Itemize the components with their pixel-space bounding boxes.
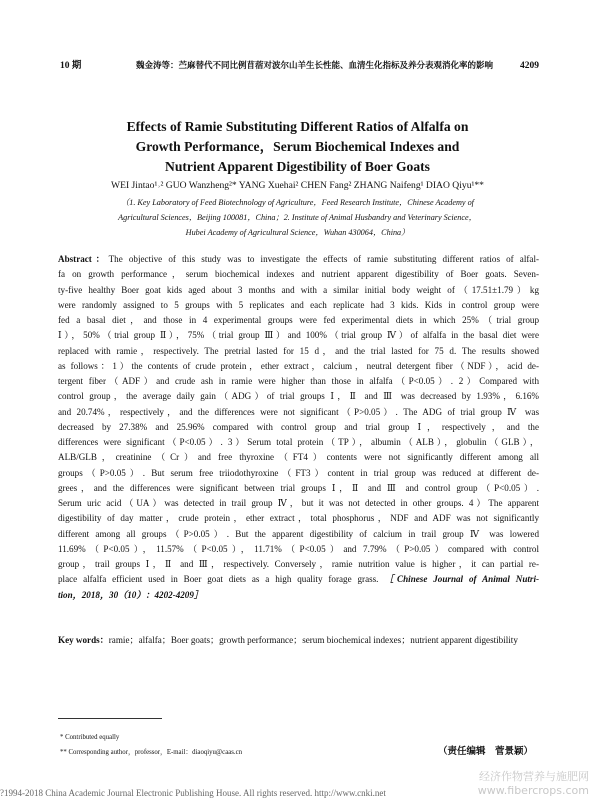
abstract-line: differences were significant（P<0.05）. 3）Serum total protein（TP），albumin（ALB），globulin（GLB）， <box>58 437 539 447</box>
author-list: WEI Jintao¹˒² GUO Wanzheng²* YANG Xuehai² CHEN Fang² ZHANG Naifeng¹ DIAO Qiyu¹** <box>111 180 484 191</box>
abstract-line: ALB/GLB，creatinine（Cr）and free thyroxine（FT4）contents were not significantly different among all <box>58 452 539 463</box>
journal-citation-cont: tion，2018，30（10）：4202-4209］ <box>58 589 203 600</box>
page-number: 4209 <box>520 61 539 71</box>
abstract-label: Abstract： <box>58 254 109 264</box>
footnotes <box>60 730 242 760</box>
affiliation <box>70 195 525 240</box>
watermark-line: 经济作物营养与施肥网 <box>479 770 589 783</box>
abstract-line: different among all groups（P>0.05）. But the apparent digestibility of calcium in trail group Ⅳ was lowered <box>58 528 539 539</box>
affiliation-line: Hubei Academy of Agricultural Science，Wuhan 430064，China） <box>185 228 410 237</box>
keywords-label: Key words： <box>58 635 109 645</box>
abstract-line: were randomly assigned to 5 groups with 5 replicates and each replicate had 3 kids. Kids in control group were <box>58 299 539 310</box>
watermark <box>478 770 589 798</box>
running-header <box>60 57 539 73</box>
issue-number: 10 期 <box>60 61 82 71</box>
abstract-line: grees，and the differences were significant between trial groups Ⅰ，Ⅱ and Ⅲ and control group（P<0.05）. <box>58 482 539 493</box>
watermark-line: www.fibercrops.com <box>477 784 589 797</box>
abstract-line: digestibility of day matter，crude protein，ether extract，total phosphorus，NDF and ADF was not significantly <box>58 513 539 524</box>
abstract-line: tergent fiber（ADF）and crude ash in ramie were higher than those in alfalfa（P<0.05）. 2）Compared with <box>58 376 539 386</box>
abstract-line: groups（P>0.05）. But serum free triiodothyroxine（FT3）content in trial group was reduced at different de- <box>58 467 539 478</box>
abstract-line: ty-five healthy Boer goat kids aged about 3 months and with a similar initial body weight of（17.51±1.79）kg <box>58 284 539 295</box>
journal-citation: ［Chinese Journal of Animal Nutri- <box>384 574 539 585</box>
keywords <box>58 633 539 648</box>
abstract-line: place alfalfa efficient used in Boer goat diets as a high quality forage grass. ［Chinese Journal of Animal Nutri- <box>58 574 539 585</box>
running-title: 魏金涛等：苎麻替代不同比例苜蓿对波尔山羊生长性能、血清生化指标及养分表观消化率的影响 <box>135 60 493 70</box>
abstract <box>58 252 539 603</box>
abstract-line <box>58 588 539 603</box>
abstract-line: and 20.74%，respectively，and the differences were not significant（P>0.05）. The ADG of trial group Ⅳ was <box>58 406 539 417</box>
affiliation-line: （1. Key Laboratory of Feed Biotechnology of Agriculture，Feed Research Institute，Chinese Academy of <box>121 198 474 207</box>
footnote-corresponding-author: ** Corresponding author，professor，E-mail：diaoqiyu@caas.cn <box>60 749 242 756</box>
abstract-line: as follows：1）the contents of crude protein，ether extract，calcium，neutral detergent fiber（NDF），acid de- <box>58 360 539 371</box>
footnote-equal-contribution: * Contributed equally <box>60 734 120 741</box>
title-line: Effects of Ramie Substituting Different Ratios of Alfalfa on <box>126 119 469 134</box>
abstract-line: decreased by 27.38% and 25.96% compared with control group and trial group Ⅰ，respectively，and the <box>58 421 539 432</box>
abstract-line: group，trail groups Ⅰ，Ⅱ and Ⅲ，respectively. Conversely，ramie nutrition value is higher，it can partial re- <box>58 559 539 569</box>
abstract-line: fa on growth performance，serum biochemical indexes and nutrient apparent digestibility of Boer goats. Seven- <box>58 269 539 280</box>
abstract-line: Serum uric acid（UA）was detected in trail group Ⅳ，but it was not detected in other groups. 4）The apparent <box>58 498 539 508</box>
title-line: Nutrient Apparent Digestibility of Boer Goats <box>165 159 430 174</box>
title-line: Growth Performance，Serum Biochemical Indexes and <box>135 139 460 154</box>
article-title <box>60 117 535 177</box>
abstract-line: replaced with ramie，respectively. The pretrial lasted for 15 d，and the trial lasted for 75 d. The results showed <box>58 345 539 356</box>
keywords-text: ramie；alfalfa；Boer goats；growth performance；serum biochemical indexes；nutrient apparent digestibility <box>108 635 518 645</box>
abstract-line: control group，the average daily gain（ADG）of trial groups Ⅰ，Ⅱ and Ⅲ was decreased by 1.93%，6.16% <box>58 391 539 402</box>
responsible-editor: （责任编辑 菅景颖） <box>438 747 534 757</box>
abstract-line: fed a basal diet，and those in 4 experimental groups were fed experimental diets in which 25%（trial group <box>58 315 539 325</box>
abstract-line: Ⅰ），50%（trial group Ⅱ），75%（trial group Ⅲ）and 100%（trial group Ⅳ）of alfalfa in the basal diet were <box>58 330 539 341</box>
affiliation-line: Agricultural Sciences，Beijing 100081，China；2. Institute of Animal Husbandry and Veterinary Science， <box>118 213 477 222</box>
copyright-line: ?1994-2018 China Academic Journal Electronic Publishing House. All rights reserved. http://www.cnki.net <box>0 788 386 798</box>
abstract-line: 11.69%（P<0.05），11.57%（P<0.05），11.71%（P<0.05）and 7.79%（P>0.05）compared with control <box>58 543 539 554</box>
abstract-line: Abstract：The objective of this study was to investigate the effects of ramie substituting different ratios of alfal- <box>58 254 539 264</box>
footnote-divider <box>58 718 162 719</box>
